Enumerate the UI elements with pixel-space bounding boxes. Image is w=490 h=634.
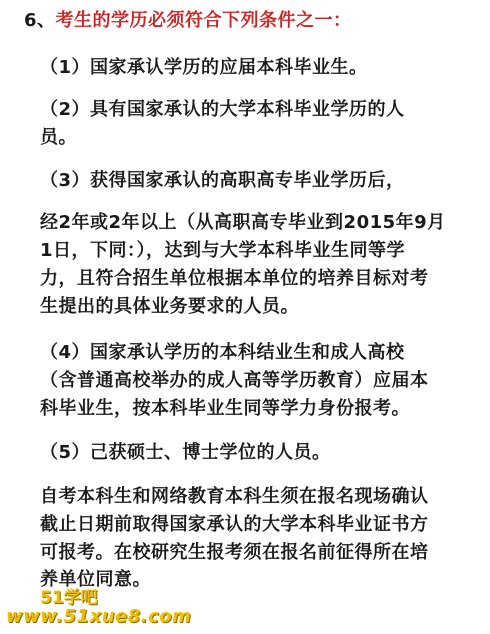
paragraph-line: 生提出的具体业务要求的人员。 <box>40 296 299 317</box>
item-2-line-1: （2）具有国家承认的大学本科毕业学历的人 <box>40 99 405 120</box>
heading-number: 6、 <box>24 10 56 31</box>
paragraph-line: 经2年或2年以上（从高职高专毕业到2015年9月 <box>40 212 446 233</box>
item-4-line-1: （4）国家承认学历的本科结业生和成人高校 <box>40 342 405 363</box>
watermark-url: www.51xue8.com <box>6 606 192 627</box>
item-1-line-1: （1）国家承认学历的应届本科毕业生。 <box>40 57 368 78</box>
item-5-line-1: （5）己获硕士、博士学位的人员。 <box>40 442 331 463</box>
note-line: 自考本科生和网络教育本科生须在报名现场确认 <box>40 486 429 507</box>
note-line: 养单位同意。 <box>40 569 151 590</box>
section-heading <box>24 8 352 34</box>
paragraph-line: 力，且符合招生单位根据本单位的培养目标对考 <box>40 268 429 289</box>
item-3-line-1: （3）获得国家承认的高职高专毕业学历后， <box>40 170 405 191</box>
watermark-logo-text: 51学吧 <box>40 588 98 608</box>
paragraph-line: 1日，下同：），达到与大学本科毕业生同等学 <box>40 240 406 261</box>
heading-text: 考生的学历必须符合下列条件之一： <box>55 10 352 31</box>
note-line: 可报考。在校研究生报考须在报名前征得所在培 <box>40 542 429 563</box>
note-line: 截止日期前取得国家承认的大学本科毕业证书方 <box>40 514 429 535</box>
item-4-line-3: 科毕业生，按本科毕业生同等学力身份报考。 <box>40 398 410 419</box>
item-2-line-2: 员。 <box>40 127 77 148</box>
item-4-line-2: （含普通高校举办的成人高等学历教育）应届本 <box>40 370 429 391</box>
